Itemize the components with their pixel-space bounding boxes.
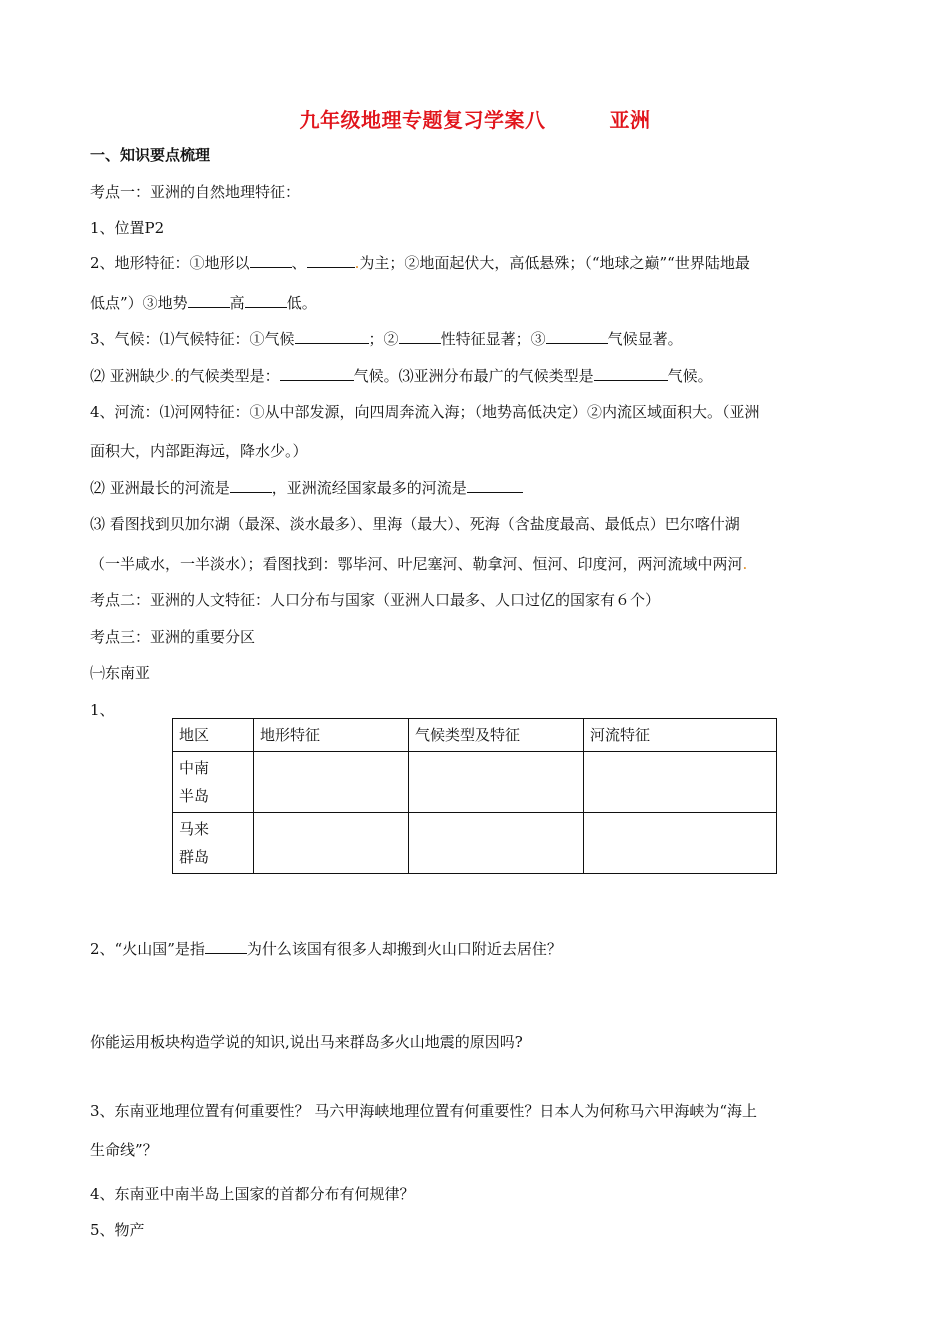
item-4-lakes-cont: （一半咸水，一半淡水）；看图找到：鄂毕河、叶尼塞河、勒拿河、恒河、印度河，两河流域中两河. — [90, 555, 748, 573]
table-cell — [584, 813, 777, 874]
question-3: 3、东南亚地理位置有何重要性？ 马六甲海峡地理位置有何重要性？日本人为何称马六甲海峡为“海上 — [90, 1102, 757, 1120]
key-point-2: 考点二：亚洲的人文特征：人口分布与国家（亚洲人口最多、人口过亿的国家有６个） — [90, 591, 661, 609]
blank-field — [250, 253, 292, 268]
blank-field — [467, 478, 523, 493]
item-3-climate: 3、气候：⑴气候特征：①气候 ；② 性特征显著；③ 气候显著。 — [90, 330, 683, 348]
page-title — [0, 104, 950, 133]
table-cell-region: 马来 群岛 — [173, 813, 254, 874]
table-header-row — [173, 719, 777, 752]
item-4-longest-river: ⑵ 亚洲最长的河流是 ，亚洲流经国家最多的河流是 — [90, 478, 523, 498]
blank-field — [188, 293, 230, 308]
section-heading: 一、知识要点梳理 — [90, 146, 211, 164]
region-table — [172, 718, 777, 874]
table-row — [173, 752, 777, 813]
item-4-rivers-cont: 面积大，内部距海远，降水少。） — [90, 442, 308, 460]
question-2b: 你能运用板块构造学说的知识,说出马来群岛多火山地震的原因吗? — [90, 1033, 523, 1051]
blank-field — [280, 366, 354, 381]
table-header-cell: 地区 — [173, 719, 254, 752]
item-1-location: 1、位置P2 — [90, 219, 165, 237]
blank-field — [594, 366, 668, 381]
blank-field — [205, 939, 247, 954]
question-4: 4、东南亚中南半岛上国家的首都分布有何规律？ — [90, 1185, 415, 1203]
subsection-southeast-asia: ㈠东南亚 — [90, 664, 151, 682]
blank-field — [245, 293, 287, 308]
key-point-1: 考点一：亚洲的自然地理特征： — [90, 183, 301, 201]
question-3-cont: 生命线”？ — [90, 1141, 158, 1159]
item-4-lakes: ⑶ 看图找到贝加尔湖（最深、淡水最多）、里海（最大）、死海（含盐度最高、最低点）巴尔喀什湖 — [90, 515, 740, 533]
table-cell — [254, 813, 409, 874]
table-header-cell: 地形特征 — [254, 719, 409, 752]
table-cell — [254, 752, 409, 813]
table-header-cell: 河流特征 — [584, 719, 777, 752]
blank-field — [546, 329, 608, 344]
table-cell — [409, 752, 584, 813]
table-cell-region: 中南 半岛 — [173, 752, 254, 813]
blank-field — [230, 478, 272, 493]
key-point-3: 考点三：亚洲的重要分区 — [90, 628, 256, 646]
item-2-terrain-cont: 低点”）③地势 高 低。 — [90, 294, 317, 312]
table-row — [173, 813, 777, 874]
title-topic: 亚洲 — [609, 108, 651, 132]
item-3-climate-types: ⑵ 亚洲缺少.的气候类型是： 气候。⑶亚洲分布最广的气候类型是 气候。 — [90, 367, 713, 385]
title-main: 九年级地理专题复习学案八 — [299, 108, 546, 132]
question-1-label: 1、 — [90, 701, 115, 719]
item-4-rivers: 4、河流：⑴河网特征：①从中部发源，向四周奔流入海；（地势高低决定）②内流区域面积大。（亚洲 — [90, 403, 760, 421]
blank-field — [399, 329, 441, 344]
table-cell — [409, 813, 584, 874]
question-5: 5、物产 — [90, 1221, 145, 1239]
question-2: 2、“火山国”是指 为什么该国有很多人却搬到火山口附近去居住？ — [90, 940, 562, 958]
item-2-terrain: 2、地形特征：①地形以 、 .为主；②地面起伏大，高低悬殊；（“地球之巅”“世界陆地最 — [90, 254, 750, 272]
blank-field — [295, 329, 369, 344]
blank-field — [307, 253, 355, 268]
table-header-cell: 气候类型及特征 — [409, 719, 584, 752]
table-cell — [584, 752, 777, 813]
